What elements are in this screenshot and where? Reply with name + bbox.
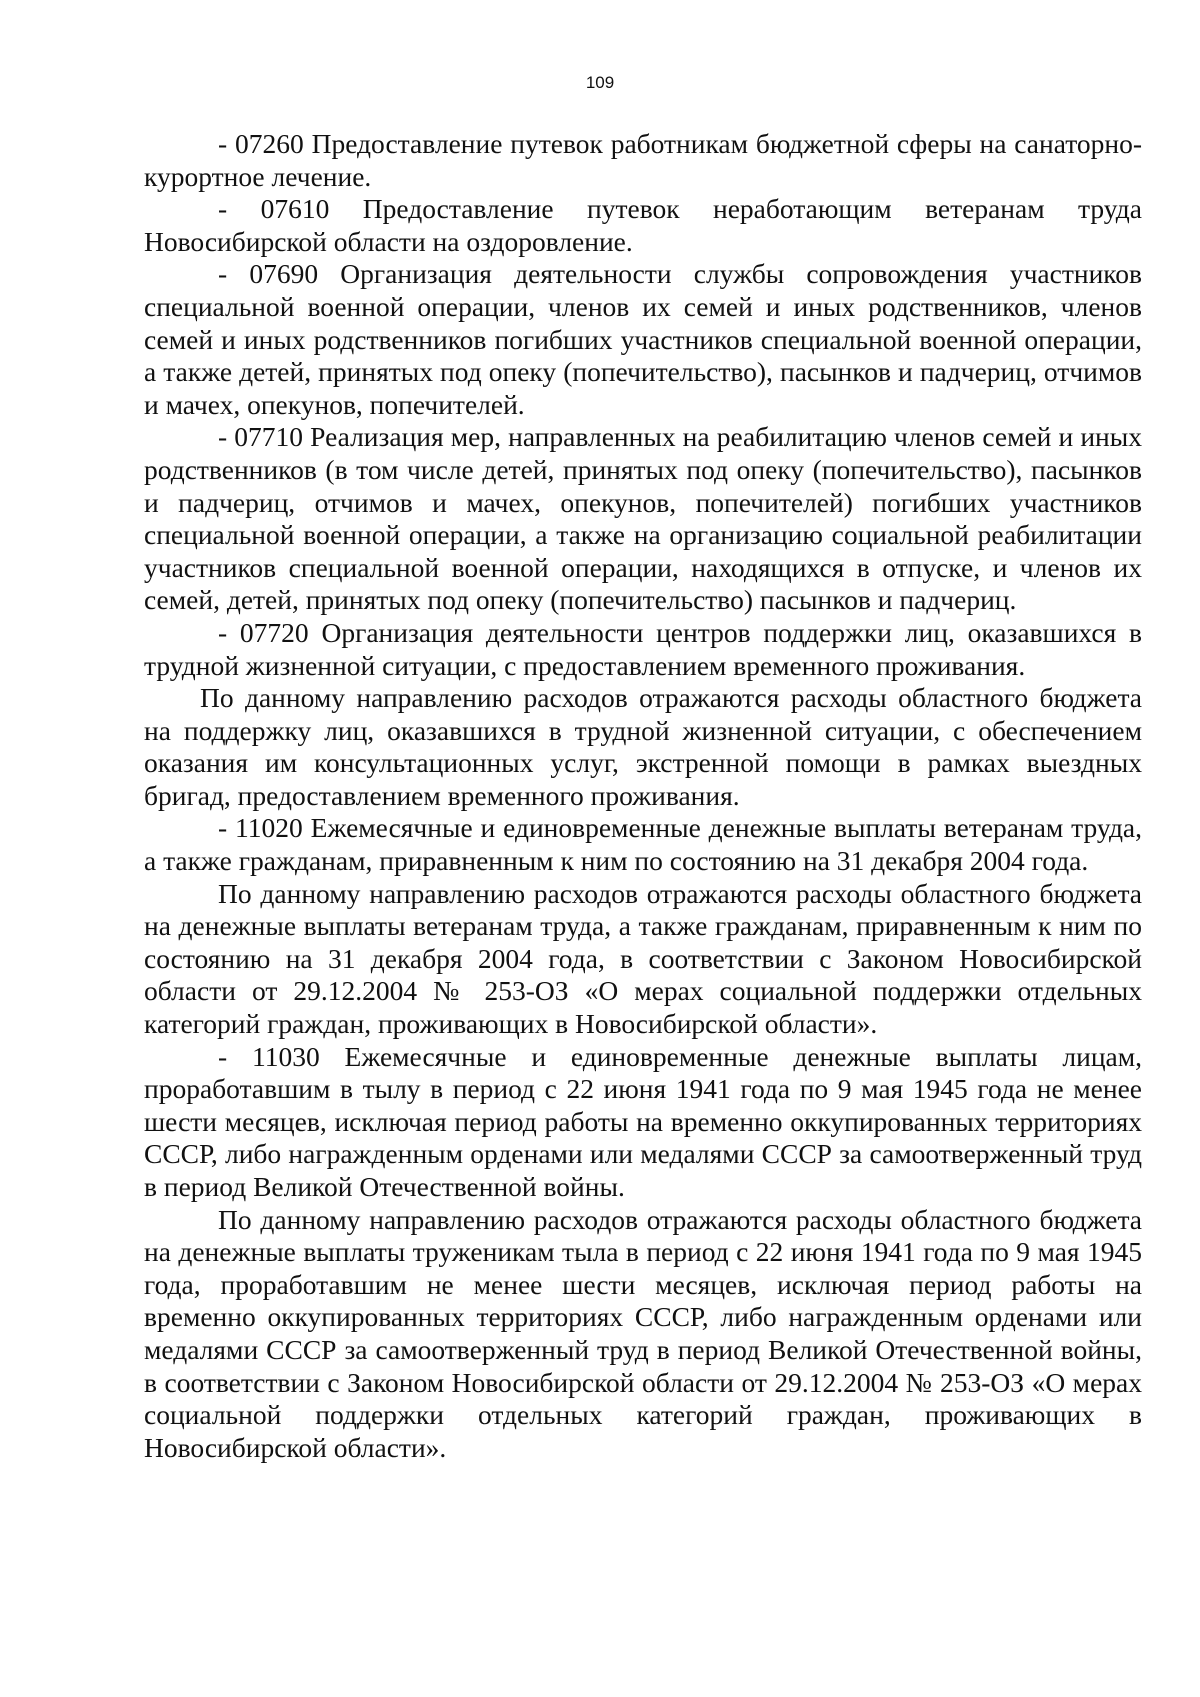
- expense-code: - 07260: [218, 128, 304, 159]
- expense-code: - 07710: [218, 421, 304, 453]
- paragraph-text: Реализация мер, направленных на реабилитацию членов семей и иных родственников (в том числе детей, принятых под опеку (попечительство), пасынков и падчериц, отчимов и мачех, опекунов, попечителей) погибших участников специальной военной операции, а также на организацию социальной реабилитации участников специальной военной операции, находящихся в отпуске, и членов их семей, детей, принятых под опеку (попечительство) пасынков и падчериц.: [144, 421, 1142, 616]
- paragraph-text: Ежемесячные и единовременные денежные выплаты ветеранам труда, а также гражданам, приравненным к ним по состоянию на 31 декабря 2004 года.: [144, 812, 1143, 877]
- paragraph-11030-description: [144, 1204, 1142, 1465]
- expense-code: - 11030: [218, 1040, 320, 1072]
- paragraph-07720-description: [144, 682, 1142, 812]
- paragraph-text: Ежемесячные и единовременные денежные выплаты лицам, проработавшим в тылу в период с 22 июня 1941 года по 9 мая 1945 года не менее шести месяцев, исключая период работы на временно оккупированных территориях СССР, либо награжденным орденами или медалями СССР за самоотверженный труд в период Великой Отечественной войны.: [144, 1040, 1143, 1202]
- paragraph-text: По данному направлению расходов отражаются расходы областного бюджета на денежные выплаты труженикам тыла в период с 22 июня 1941 года по 9 мая 1945 года, проработавшим не менее шести месяцев, исключая период работы на временно оккупированных территориях СССР, либо награжденным орденами или медалями СССР за самоотверженный труд в период Великой Отечественной войны, в соответствии с Законом Новосибирской области от 29.12.2004 № 253-ОЗ «О мерах социальной поддержки отдельных категорий граждан, проживающих в Новосибирской области».: [144, 1203, 1142, 1463]
- paragraph-text: По данному направлению расходов отражаются расходы областного бюджета на поддержку лиц, оказавшихся в трудной жизненной ситуации, с обеспечением оказания им консультационных услуг, экстренной помощи в рамках выездных бригад, предоставлением временного проживания.: [144, 682, 1142, 811]
- paragraph-07610: [144, 193, 1142, 258]
- paragraph-07710: [144, 421, 1142, 617]
- paragraph-text: Организация деятельности службы сопровождения участников специальной военной операции, членов их семей и иных родственников, членов семей и иных родственников погибших участников специальной военной операции, а также детей, принятых под опеку (попечительство), пасынков и падчериц, отчимов и мачех, опекунов, попечителей.: [144, 258, 1142, 420]
- paragraph-text: Предоставление путевок работникам бюджетной сферы на санаторно-курортное лечение.: [144, 128, 1142, 192]
- paragraph-11020-description: [144, 878, 1142, 1041]
- paragraph-07260: [144, 128, 1142, 193]
- expense-code: - 07690: [218, 258, 319, 290]
- expense-code: - 11020: [218, 812, 303, 844]
- paragraph-text: Организация деятельности центров поддержки лиц, оказавшихся в трудной жизненной ситуации, с предоставлением временного проживания.: [144, 616, 1142, 681]
- paragraph-11030: [144, 1041, 1142, 1204]
- paragraph-11020: [144, 812, 1142, 877]
- paragraph-07690: [144, 258, 1142, 421]
- paragraph-07720: [144, 617, 1142, 682]
- page-number: 109: [585, 73, 615, 92]
- expense-code: - 07610: [218, 193, 330, 225]
- paragraph-text: Предоставление путевок неработающим ветеранам труда Новосибирской области на оздоровление.: [144, 193, 1142, 257]
- document-body: [144, 128, 1142, 1464]
- paragraph-text: По данному направлению расходов отражаются расходы областного бюджета на денежные выплаты ветеранам труда, а также гражданам, приравненным к ним по состоянию на 31 декабря 2004 года, в соответствии с Законом Новосибирской области от 29.12.2004 № 253-ОЗ «О мерах социальной поддержки отдельных категорий граждан, проживающих в Новосибирской области».: [144, 877, 1142, 1040]
- expense-code: - 07720: [218, 616, 309, 648]
